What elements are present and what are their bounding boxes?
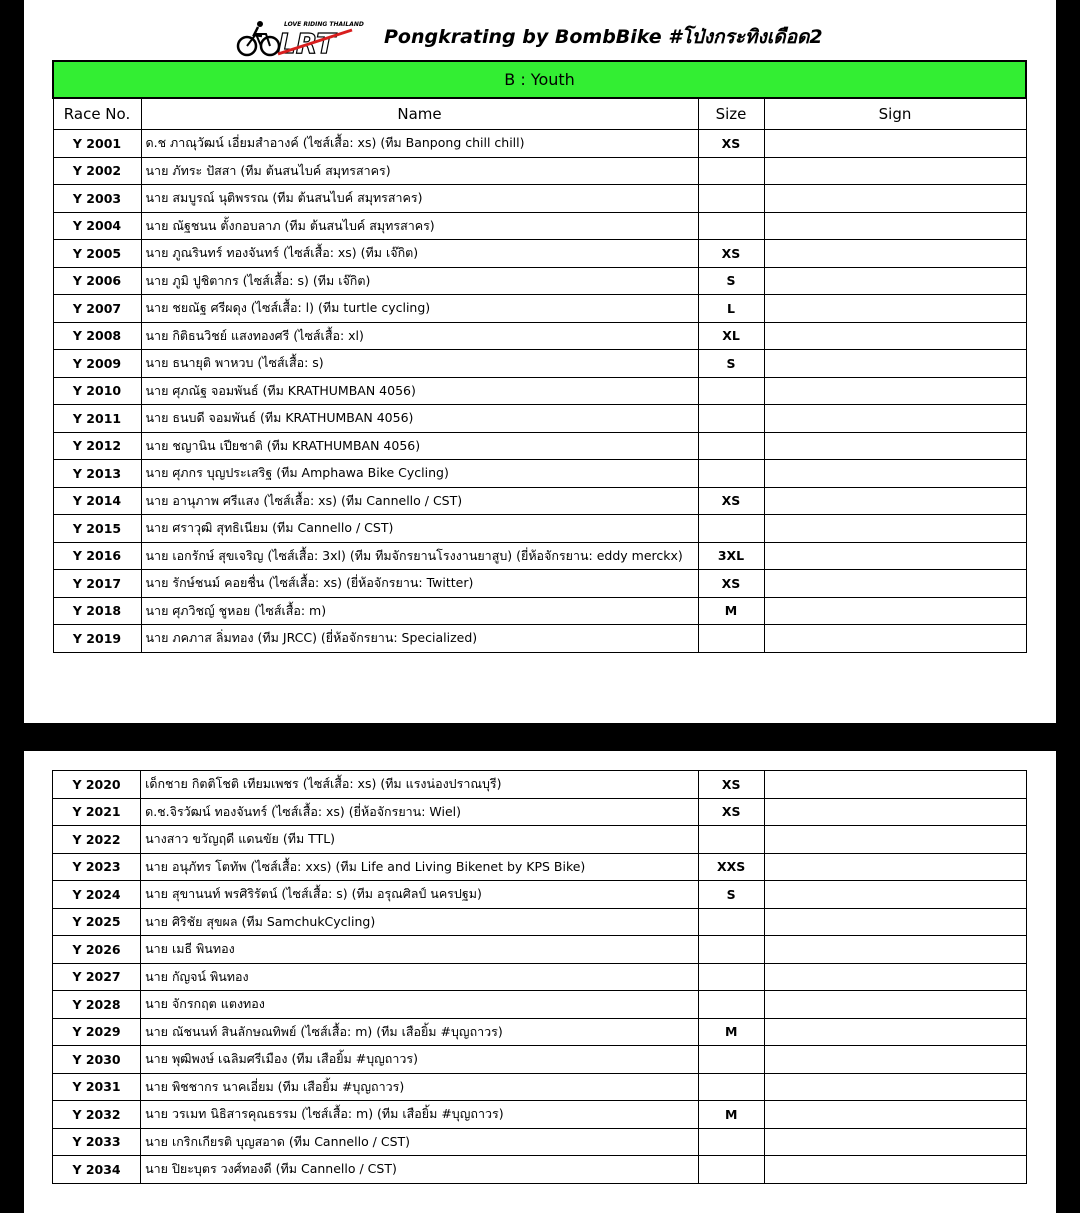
table-row <box>53 377 1026 405</box>
rider-name: นาย ณัชนนท์ สินลักษณทิพย์ (ไซส์เสื้อ: m) (ทีม เสือยิ้ม #บุญถาวร) <box>141 1018 699 1046</box>
table-row <box>53 240 1026 268</box>
sign-cell <box>764 1101 1026 1129</box>
rider-name: นาย ศราวุฒิ สุทธิเนียม (ทีม Cannello / CST) <box>141 515 698 543</box>
race-number: Y 2017 <box>53 570 141 598</box>
rider-name: นาย ภคภาส ลิ่มทอง (ทีม JRCC) (ยี่ห้อจักรยาน: Specialized) <box>141 625 698 653</box>
shirt-size: XL <box>698 322 764 350</box>
table-row <box>53 1156 1027 1184</box>
rider-name: นาย กัญจน์ พินทอง <box>141 963 699 991</box>
col-name: Name <box>141 98 698 130</box>
shirt-size <box>698 936 764 964</box>
race-number: Y 2026 <box>53 936 141 964</box>
race-number: Y 2002 <box>53 157 141 185</box>
race-number: Y 2013 <box>53 460 141 488</box>
race-number: Y 2011 <box>53 405 141 433</box>
shirt-size <box>698 625 764 653</box>
rider-name: เด็กชาย กิตติโชติ เทียมเพชร (ไซส์เสื้อ: xs) (ทีม แรงน่องปราณบุรี) <box>141 771 699 799</box>
race-number: Y 2032 <box>53 1101 141 1129</box>
sign-cell <box>764 487 1026 515</box>
race-number: Y 2006 <box>53 267 141 295</box>
sign-cell <box>764 597 1026 625</box>
sign-cell <box>764 350 1026 378</box>
race-number: Y 2007 <box>53 295 141 323</box>
race-number: Y 2034 <box>53 1156 141 1184</box>
table-row <box>53 515 1026 543</box>
race-number: Y 2004 <box>53 212 141 240</box>
rider-name: นาย อานุภาพ ศรีแสง (ไซส์เสื้อ: xs) (ทีม Cannello / CST) <box>141 487 698 515</box>
shirt-size <box>698 908 764 936</box>
shirt-size: M <box>698 597 764 625</box>
race-number: Y 2019 <box>53 625 141 653</box>
sign-cell <box>764 1156 1026 1184</box>
shirt-size: S <box>698 881 764 909</box>
table-row <box>53 908 1027 936</box>
table-row <box>53 185 1026 213</box>
shirt-size <box>698 1046 764 1074</box>
table-row <box>53 157 1026 185</box>
rider-name: นาย สมบูรณ์ นุติพรรณ (ทีม ต้นสนไบค์ สมุทรสาคร) <box>141 185 698 213</box>
race-number: Y 2020 <box>53 771 141 799</box>
table-row <box>53 798 1027 826</box>
rider-name: นาย ศุภวิชญ์ ชูหอย (ไซส์เสื้อ: m) <box>141 597 698 625</box>
race-number: Y 2001 <box>53 130 141 158</box>
category-band: B : Youth <box>53 61 1026 98</box>
race-number: Y 2021 <box>53 798 141 826</box>
sign-cell <box>764 405 1026 433</box>
rider-name: นาย ภัทระ ปัสสา (ทีม ต้นสนไบค์ สมุทรสาคร) <box>141 157 698 185</box>
rider-name: นาย ศุภณัฐ จอมพันธ์ (ทีม KRATHUMBAN 4056) <box>141 377 698 405</box>
shirt-size <box>698 826 764 854</box>
rider-name: ด.ช.จิรวัฒน์ ทองจันทร์ (ไซส์เสื้อ: xs) (ยี่ห้อจักรยาน: Wiel) <box>141 798 699 826</box>
shirt-size <box>698 1073 764 1101</box>
sign-cell <box>764 570 1026 598</box>
sign-cell <box>764 240 1026 268</box>
table-row <box>53 350 1026 378</box>
roster-page-2 <box>24 751 1056 1213</box>
table-row <box>53 460 1026 488</box>
race-number: Y 2027 <box>53 963 141 991</box>
table-row <box>53 991 1027 1019</box>
table-row <box>53 212 1026 240</box>
sign-cell <box>764 963 1026 991</box>
race-number: Y 2014 <box>53 487 141 515</box>
sign-cell <box>764 1128 1026 1156</box>
table-row <box>53 130 1026 158</box>
rider-name: นาย เอกรักษ์ สุขเจริญ (ไซส์เสื้อ: 3xl) (ทีม ทีมจักรยานโรงงานยาสูบ) (ยี่ห้อจักรยาน: eddy merckx) <box>141 542 698 570</box>
sign-cell <box>764 295 1026 323</box>
shirt-size <box>698 157 764 185</box>
race-number: Y 2024 <box>53 881 141 909</box>
rider-name: นาย สุขานนท์ พรศิริรัตน์ (ไซส์เสื้อ: s) (ทีม อรุณศิลป์ นครปฐม) <box>141 881 699 909</box>
shirt-size: L <box>698 295 764 323</box>
sign-cell <box>764 853 1026 881</box>
sign-cell <box>764 625 1026 653</box>
table-row <box>53 853 1027 881</box>
col-race-no: Race No. <box>53 98 141 130</box>
rider-name: นาย กิติธนวิชย์ แสงทองศรี (ไซส์เสื้อ: xl) <box>141 322 698 350</box>
shirt-size <box>698 460 764 488</box>
race-number: Y 2010 <box>53 377 141 405</box>
rider-name: นาย ศิริชัย สุขผล (ทีม SamchukCycling) <box>141 908 699 936</box>
race-number: Y 2012 <box>53 432 141 460</box>
roster-page-1 <box>24 0 1056 723</box>
table-row <box>53 881 1027 909</box>
rider-name: นาย เมธี พินทอง <box>141 936 699 964</box>
sign-cell <box>764 432 1026 460</box>
table-row <box>53 826 1027 854</box>
sign-cell <box>764 212 1026 240</box>
shirt-size: XXS <box>698 853 764 881</box>
table-row <box>53 542 1026 570</box>
race-number: Y 2005 <box>53 240 141 268</box>
shirt-size: M <box>698 1018 764 1046</box>
race-number: Y 2028 <box>53 991 141 1019</box>
rider-name: นาย พุฒิพงษ์ เฉลิมศรีเมือง (ทีม เสือยิ้ม #บุญถาวร) <box>141 1046 699 1074</box>
sign-cell <box>764 130 1026 158</box>
shirt-size <box>698 377 764 405</box>
table-row <box>53 625 1026 653</box>
shirt-size: XS <box>698 798 764 826</box>
rider-name: นาย ปิยะบุตร วงศ์ทองดี (ทีม Cannello / CST) <box>141 1156 699 1184</box>
shirt-size: XS <box>698 240 764 268</box>
shirt-size: XS <box>698 570 764 598</box>
sign-cell <box>764 322 1026 350</box>
table-row <box>53 936 1027 964</box>
shirt-size <box>698 1156 764 1184</box>
roster-table-2 <box>52 770 1027 1184</box>
shirt-size: S <box>698 267 764 295</box>
shirt-size: XS <box>698 487 764 515</box>
sign-cell <box>764 377 1026 405</box>
page-header <box>234 14 834 60</box>
table-row <box>53 1101 1027 1129</box>
sign-cell <box>764 991 1026 1019</box>
table-row <box>53 487 1026 515</box>
race-number: Y 2033 <box>53 1128 141 1156</box>
shirt-size <box>698 432 764 460</box>
shirt-size <box>698 1128 764 1156</box>
sign-cell <box>764 542 1026 570</box>
rider-name: นาย ชยณัฐ ศรีผดุง (ไซส์เสื้อ: l) (ทีม turtle cycling) <box>141 295 698 323</box>
race-number: Y 2030 <box>53 1046 141 1074</box>
shirt-size: XS <box>698 771 764 799</box>
sign-cell <box>764 515 1026 543</box>
shirt-size <box>698 185 764 213</box>
table-row <box>53 405 1026 433</box>
shirt-size <box>698 515 764 543</box>
race-number: Y 2023 <box>53 853 141 881</box>
sign-cell <box>764 798 1026 826</box>
rider-name: นาย ธนายุติ พาหวบ (ไซส์เสื้อ: s) <box>141 350 698 378</box>
table-row <box>53 1128 1027 1156</box>
logo-letters: LRT <box>278 27 336 58</box>
table-row <box>53 322 1026 350</box>
table-row <box>53 570 1026 598</box>
logo-tagline: LOVE RIDING THAILAND <box>284 21 364 28</box>
shirt-size <box>698 991 764 1019</box>
page-title: Pongkrating by BombBike #โป่งกระทิงเดือด2 <box>384 26 823 48</box>
lrt-logo <box>234 16 380 58</box>
sign-cell <box>764 908 1026 936</box>
roster-table-1 <box>52 60 1027 653</box>
shirt-size: 3XL <box>698 542 764 570</box>
table-row <box>53 963 1027 991</box>
rider-name: นาย ณัฐชนน ตั้งกอบลาภ (ทีม ต้นสนไบค์ สมุทรสาคร) <box>141 212 698 240</box>
rider-name: นาย วรเมท นิธิสารคุณธรรม (ไซส์เสื้อ: m) (ทีม เสือยิ้ม #บุญถาวร) <box>141 1101 699 1129</box>
rider-name: นาย จักรกฤต แตงทอง <box>141 991 699 1019</box>
rider-name: นาย ภูณรินทร์ ทองจันทร์ (ไซส์เสื้อ: xs) (ทีม เจ๊กิต) <box>141 240 698 268</box>
rider-name: นาย ธนบดี จอมพันธ์ (ทีม KRATHUMBAN 4056) <box>141 405 698 433</box>
table-row <box>53 771 1027 799</box>
shirt-size <box>698 405 764 433</box>
sign-cell <box>764 1018 1026 1046</box>
shirt-size <box>698 963 764 991</box>
race-number: Y 2029 <box>53 1018 141 1046</box>
table-row <box>53 597 1026 625</box>
sign-cell <box>764 460 1026 488</box>
sign-cell <box>764 157 1026 185</box>
rider-name: นาย พิชชากร นาคเอี่ยม (ทีม เสือยิ้ม #บุญถาวร) <box>141 1073 699 1101</box>
table-row <box>53 432 1026 460</box>
sign-cell <box>764 771 1026 799</box>
rider-name: นาย ภูมิ ปูชิตากร (ไซส์เสื้อ: s) (ทีม เจ๊กิต) <box>141 267 698 295</box>
race-number: Y 2015 <box>53 515 141 543</box>
table-row <box>53 1018 1027 1046</box>
rider-name: นาย รักษ์ชนม์ คอยชื่น (ไซส์เสื้อ: xs) (ยี่ห้อจักรยาน: Twitter) <box>141 570 698 598</box>
rider-name: นาย ศุภกร บุญประเสริฐ (ทีม Amphawa Bike Cycling) <box>141 460 698 488</box>
rider-name: นางสาว ขวัญฤดี แดนขัย (ทีม TTL) <box>141 826 699 854</box>
race-number: Y 2022 <box>53 826 141 854</box>
rider-name: ด.ช ภาณุวัฒน์ เอี่ยมสำอางค์ (ไซส์เสื้อ: xs) (ทีม Banpong chill chill) <box>141 130 698 158</box>
race-number: Y 2025 <box>53 908 141 936</box>
sign-cell <box>764 267 1026 295</box>
race-number: Y 2008 <box>53 322 141 350</box>
race-number: Y 2031 <box>53 1073 141 1101</box>
race-number: Y 2003 <box>53 185 141 213</box>
sign-cell <box>764 881 1026 909</box>
table-row <box>53 1073 1027 1101</box>
shirt-size: S <box>698 350 764 378</box>
rider-name: นาย เกริกเกียรติ บุญสอาด (ทีม Cannello / CST) <box>141 1128 699 1156</box>
race-number: Y 2016 <box>53 542 141 570</box>
shirt-size: XS <box>698 130 764 158</box>
shirt-size <box>698 212 764 240</box>
sign-cell <box>764 936 1026 964</box>
race-number: Y 2009 <box>53 350 141 378</box>
sign-cell <box>764 1073 1026 1101</box>
race-number: Y 2018 <box>53 597 141 625</box>
shirt-size: M <box>698 1101 764 1129</box>
col-sign: Sign <box>764 98 1026 130</box>
sign-cell <box>764 185 1026 213</box>
col-size: Size <box>698 98 764 130</box>
rider-name: นาย อนุภัทร โตทัพ (ไซส์เสื้อ: xxs) (ทีม Life and Living Bikenet by KPS Bike) <box>141 853 699 881</box>
table-row <box>53 267 1026 295</box>
rider-name: นาย ชญานิน เปียชาติ (ทีม KRATHUMBAN 4056) <box>141 432 698 460</box>
table-row <box>53 295 1026 323</box>
table-row <box>53 1046 1027 1074</box>
sign-cell <box>764 826 1026 854</box>
sign-cell <box>764 1046 1026 1074</box>
